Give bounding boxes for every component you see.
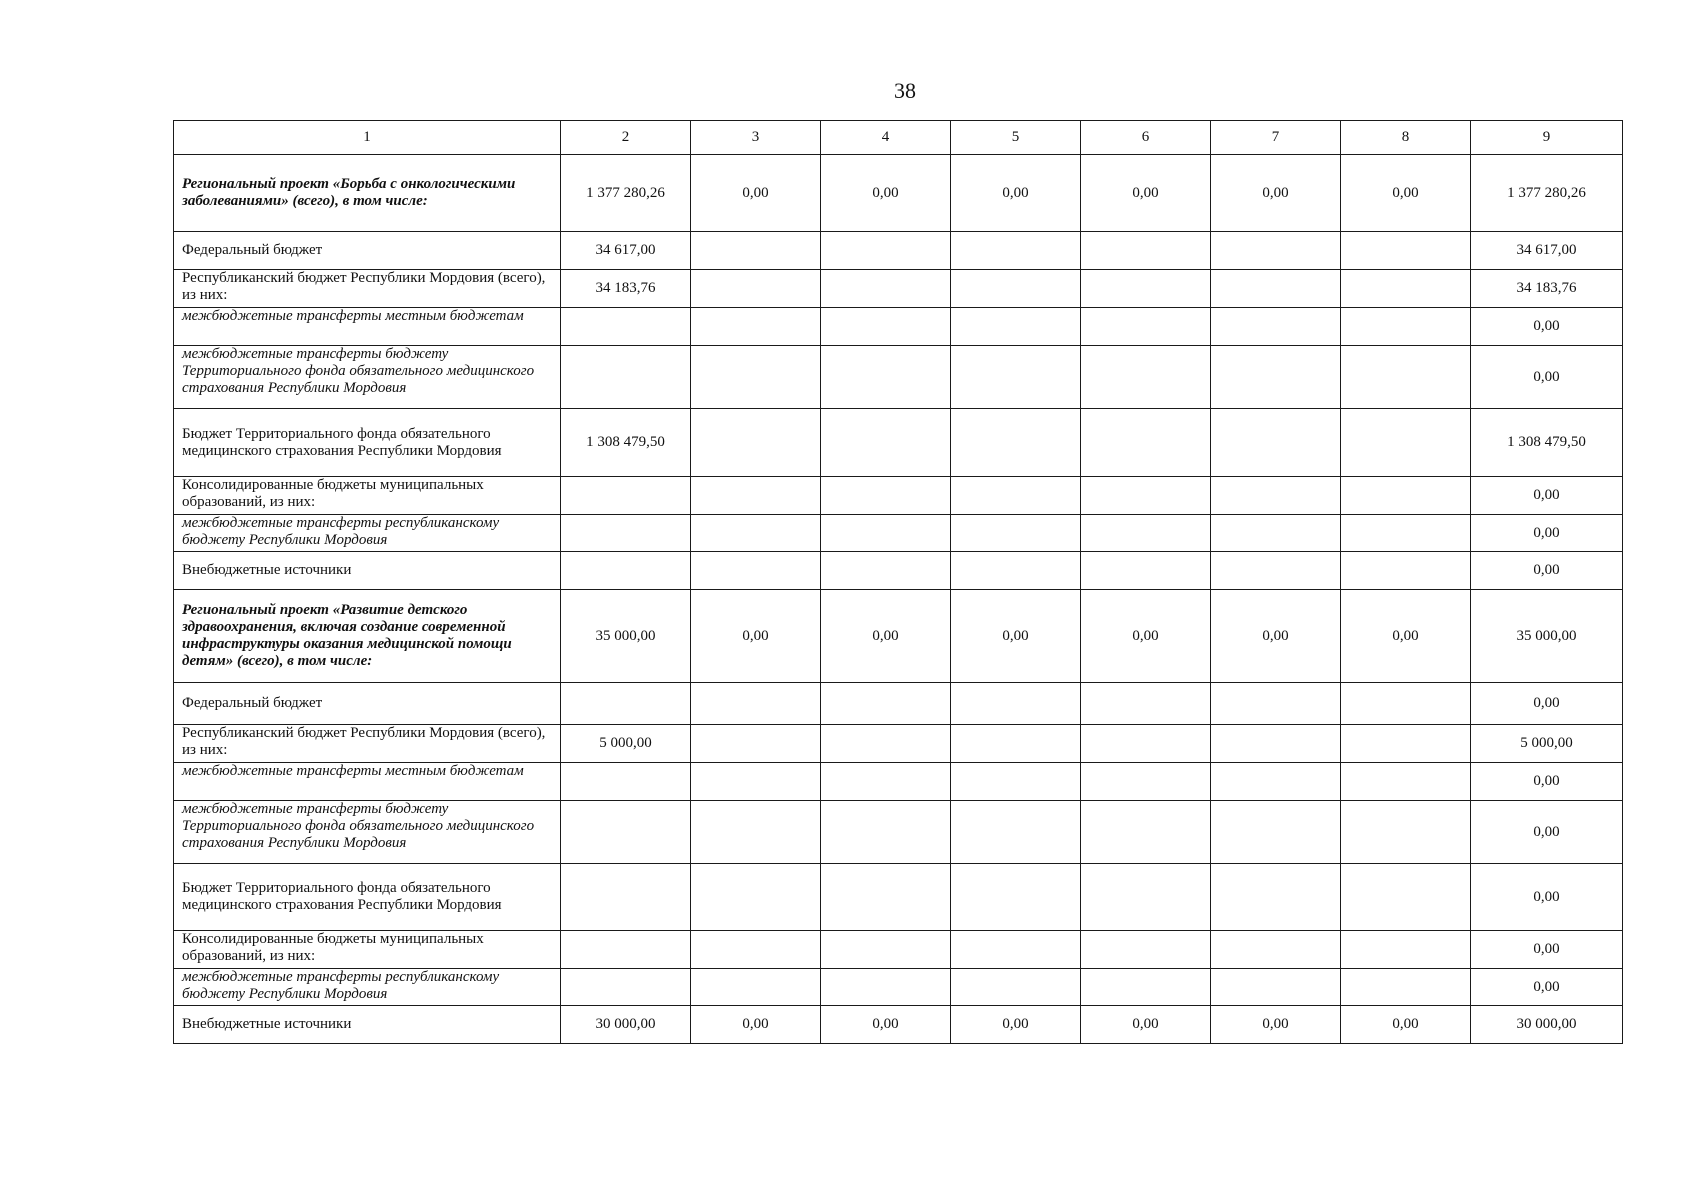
cell-value: 0,00 xyxy=(1211,590,1341,683)
cell-value xyxy=(561,931,691,969)
table-row xyxy=(174,232,1623,270)
row-label: Республиканский бюджет Республики Мордовия (всего), из них: xyxy=(174,270,561,308)
cell-value xyxy=(821,725,951,763)
cell-value xyxy=(821,409,951,477)
cell-value xyxy=(951,864,1081,931)
row-label: Региональный проект «Развитие детского здравоохранения, включая создание современной инфраструктуры оказания медицинской помощи детям» (всего), в том числе: xyxy=(174,590,561,683)
cell-value xyxy=(1081,725,1211,763)
cell-value xyxy=(951,346,1081,409)
cell-value xyxy=(1341,232,1471,270)
cell-value xyxy=(691,270,821,308)
cell-value: 0,00 xyxy=(1471,864,1623,931)
cell-value xyxy=(561,864,691,931)
cell-value xyxy=(1341,346,1471,409)
cell-value xyxy=(1211,232,1341,270)
table-row xyxy=(174,308,1623,346)
row-label: Федеральный бюджет xyxy=(174,683,561,725)
table-row xyxy=(174,864,1623,931)
cell-value xyxy=(691,801,821,864)
cell-value: 0,00 xyxy=(1081,155,1211,232)
cell-value: 0,00 xyxy=(1471,801,1623,864)
cell-value: 0,00 xyxy=(1081,590,1211,683)
table-row xyxy=(174,409,1623,477)
cell-value: 0,00 xyxy=(821,590,951,683)
cell-value xyxy=(1081,477,1211,515)
cell-value xyxy=(1341,270,1471,308)
column-header: 2 xyxy=(561,121,691,155)
cell-value xyxy=(1081,308,1211,346)
row-label: Федеральный бюджет xyxy=(174,232,561,270)
cell-value xyxy=(561,308,691,346)
cell-value xyxy=(821,864,951,931)
cell-value: 0,00 xyxy=(691,590,821,683)
table-row xyxy=(174,1006,1623,1044)
cell-value: 0,00 xyxy=(951,155,1081,232)
cell-value xyxy=(1211,515,1341,552)
cell-value: 0,00 xyxy=(1081,1006,1211,1044)
cell-value: 34 617,00 xyxy=(1471,232,1623,270)
cell-value xyxy=(1081,683,1211,725)
cell-value xyxy=(691,931,821,969)
cell-value: 0,00 xyxy=(1471,683,1623,725)
cell-value: 0,00 xyxy=(1471,969,1623,1006)
cell-value xyxy=(1211,346,1341,409)
cell-value xyxy=(821,552,951,590)
cell-value xyxy=(691,515,821,552)
cell-value xyxy=(951,683,1081,725)
budget-table xyxy=(173,120,1623,1044)
cell-value xyxy=(951,725,1081,763)
cell-value xyxy=(1081,864,1211,931)
cell-value: 35 000,00 xyxy=(1471,590,1623,683)
cell-value xyxy=(951,969,1081,1006)
cell-value xyxy=(821,477,951,515)
cell-value xyxy=(1081,409,1211,477)
cell-value: 0,00 xyxy=(821,155,951,232)
cell-value xyxy=(1341,683,1471,725)
cell-value: 0,00 xyxy=(1471,552,1623,590)
column-header: 3 xyxy=(691,121,821,155)
cell-value xyxy=(561,552,691,590)
cell-value xyxy=(691,864,821,931)
column-header: 6 xyxy=(1081,121,1211,155)
row-label: Внебюджетные источники xyxy=(174,1006,561,1044)
table-row xyxy=(174,969,1623,1006)
cell-value xyxy=(1211,969,1341,1006)
column-header: 9 xyxy=(1471,121,1623,155)
cell-value xyxy=(1081,801,1211,864)
row-label: межбюджетные трансферты бюджету Территориального фонда обязательного медицинского страхования Республики Мордовия xyxy=(174,801,561,864)
cell-value xyxy=(1341,308,1471,346)
cell-value xyxy=(1341,864,1471,931)
cell-value xyxy=(951,409,1081,477)
column-header: 7 xyxy=(1211,121,1341,155)
cell-value xyxy=(821,515,951,552)
cell-value xyxy=(1211,270,1341,308)
table-row xyxy=(174,801,1623,864)
cell-value xyxy=(691,409,821,477)
cell-value xyxy=(691,725,821,763)
row-label: Консолидированные бюджеты муниципальных образований, из них: xyxy=(174,931,561,969)
cell-value xyxy=(1341,515,1471,552)
cell-value: 0,00 xyxy=(821,1006,951,1044)
cell-value: 0,00 xyxy=(1471,346,1623,409)
cell-value xyxy=(1341,409,1471,477)
cell-value xyxy=(1341,969,1471,1006)
cell-value xyxy=(1081,969,1211,1006)
cell-value xyxy=(821,931,951,969)
table-row xyxy=(174,590,1623,683)
cell-value xyxy=(1341,477,1471,515)
row-label: Республиканский бюджет Республики Мордовия (всего), из них: xyxy=(174,725,561,763)
cell-value xyxy=(1081,232,1211,270)
cell-value: 0,00 xyxy=(691,1006,821,1044)
row-label: Консолидированные бюджеты муниципальных образований, из них: xyxy=(174,477,561,515)
cell-value xyxy=(951,515,1081,552)
table-row xyxy=(174,552,1623,590)
cell-value xyxy=(821,683,951,725)
cell-value xyxy=(561,346,691,409)
column-header: 1 xyxy=(174,121,561,155)
cell-value xyxy=(821,346,951,409)
cell-value: 1 308 479,50 xyxy=(1471,409,1623,477)
cell-value xyxy=(1211,725,1341,763)
cell-value: 0,00 xyxy=(1211,1006,1341,1044)
cell-value xyxy=(1211,864,1341,931)
table-row xyxy=(174,270,1623,308)
table-row xyxy=(174,515,1623,552)
cell-value xyxy=(821,232,951,270)
column-header: 8 xyxy=(1341,121,1471,155)
cell-value: 0,00 xyxy=(1471,515,1623,552)
cell-value xyxy=(561,515,691,552)
cell-value xyxy=(1081,552,1211,590)
table-row xyxy=(174,346,1623,409)
cell-value: 0,00 xyxy=(1341,590,1471,683)
row-label: межбюджетные трансферты республиканскому бюджету Республики Мордовия xyxy=(174,969,561,1006)
cell-value xyxy=(1081,515,1211,552)
cell-value: 30 000,00 xyxy=(561,1006,691,1044)
cell-value xyxy=(951,931,1081,969)
row-label: Внебюджетные источники xyxy=(174,552,561,590)
cell-value: 0,00 xyxy=(1471,308,1623,346)
cell-value xyxy=(951,270,1081,308)
cell-value xyxy=(1081,931,1211,969)
table-row xyxy=(174,763,1623,801)
cell-value: 34 183,76 xyxy=(1471,270,1623,308)
cell-value: 0,00 xyxy=(951,590,1081,683)
table-row xyxy=(174,477,1623,515)
cell-value xyxy=(1341,931,1471,969)
cell-value: 34 617,00 xyxy=(561,232,691,270)
column-number-row xyxy=(174,121,1623,155)
cell-value: 5 000,00 xyxy=(561,725,691,763)
row-label: межбюджетные трансферты республиканскому бюджету Республики Мордовия xyxy=(174,515,561,552)
cell-value xyxy=(951,232,1081,270)
cell-value xyxy=(821,308,951,346)
cell-value xyxy=(691,683,821,725)
table-row xyxy=(174,155,1623,232)
page-number: 38 xyxy=(894,78,916,103)
cell-value xyxy=(1211,683,1341,725)
row-label: межбюджетные трансферты местным бюджетам xyxy=(174,763,561,801)
cell-value xyxy=(691,552,821,590)
cell-value: 0,00 xyxy=(1471,931,1623,969)
cell-value xyxy=(1211,763,1341,801)
cell-value xyxy=(691,763,821,801)
column-header: 4 xyxy=(821,121,951,155)
cell-value xyxy=(1211,931,1341,969)
cell-value xyxy=(821,763,951,801)
cell-value: 35 000,00 xyxy=(561,590,691,683)
cell-value: 0,00 xyxy=(691,155,821,232)
cell-value: 0,00 xyxy=(1211,155,1341,232)
cell-value xyxy=(691,308,821,346)
cell-value: 34 183,76 xyxy=(561,270,691,308)
cell-value xyxy=(1211,801,1341,864)
row-label: межбюджетные трансферты бюджету Территориального фонда обязательного медицинского страхования Республики Мордовия xyxy=(174,346,561,409)
cell-value xyxy=(1081,270,1211,308)
cell-value xyxy=(951,477,1081,515)
cell-value: 1 308 479,50 xyxy=(561,409,691,477)
cell-value: 1 377 280,26 xyxy=(561,155,691,232)
cell-value: 0,00 xyxy=(1341,1006,1471,1044)
cell-value xyxy=(821,270,951,308)
cell-value xyxy=(1211,409,1341,477)
table-row xyxy=(174,931,1623,969)
cell-value xyxy=(561,683,691,725)
cell-value: 0,00 xyxy=(1471,477,1623,515)
cell-value xyxy=(1341,763,1471,801)
cell-value: 1 377 280,26 xyxy=(1471,155,1623,232)
cell-value: 30 000,00 xyxy=(1471,1006,1623,1044)
cell-value xyxy=(561,801,691,864)
table-row xyxy=(174,683,1623,725)
cell-value xyxy=(951,552,1081,590)
cell-value xyxy=(1211,308,1341,346)
row-label: Региональный проект «Борьба с онкологическими заболеваниями» (всего), в том числе: xyxy=(174,155,561,232)
cell-value: 0,00 xyxy=(1471,763,1623,801)
cell-value xyxy=(951,801,1081,864)
row-label: Бюджет Территориального фонда обязательного медицинского страхования Республики Мордовия xyxy=(174,864,561,931)
row-label: Бюджет Территориального фонда обязательного медицинского страхования Республики Мордовия xyxy=(174,409,561,477)
cell-value xyxy=(1341,801,1471,864)
cell-value xyxy=(1211,477,1341,515)
cell-value xyxy=(821,969,951,1006)
table-row xyxy=(174,725,1623,763)
cell-value xyxy=(691,969,821,1006)
cell-value xyxy=(1341,725,1471,763)
cell-value xyxy=(1341,552,1471,590)
cell-value xyxy=(1081,346,1211,409)
cell-value xyxy=(561,477,691,515)
cell-value xyxy=(691,232,821,270)
cell-value xyxy=(691,346,821,409)
cell-value xyxy=(1081,763,1211,801)
cell-value: 5 000,00 xyxy=(1471,725,1623,763)
cell-value xyxy=(1211,552,1341,590)
cell-value: 0,00 xyxy=(1341,155,1471,232)
cell-value xyxy=(561,969,691,1006)
cell-value xyxy=(691,477,821,515)
row-label: межбюджетные трансферты местным бюджетам xyxy=(174,308,561,346)
cell-value xyxy=(951,763,1081,801)
cell-value xyxy=(821,801,951,864)
cell-value xyxy=(561,763,691,801)
column-header: 5 xyxy=(951,121,1081,155)
cell-value: 0,00 xyxy=(951,1006,1081,1044)
cell-value xyxy=(951,308,1081,346)
